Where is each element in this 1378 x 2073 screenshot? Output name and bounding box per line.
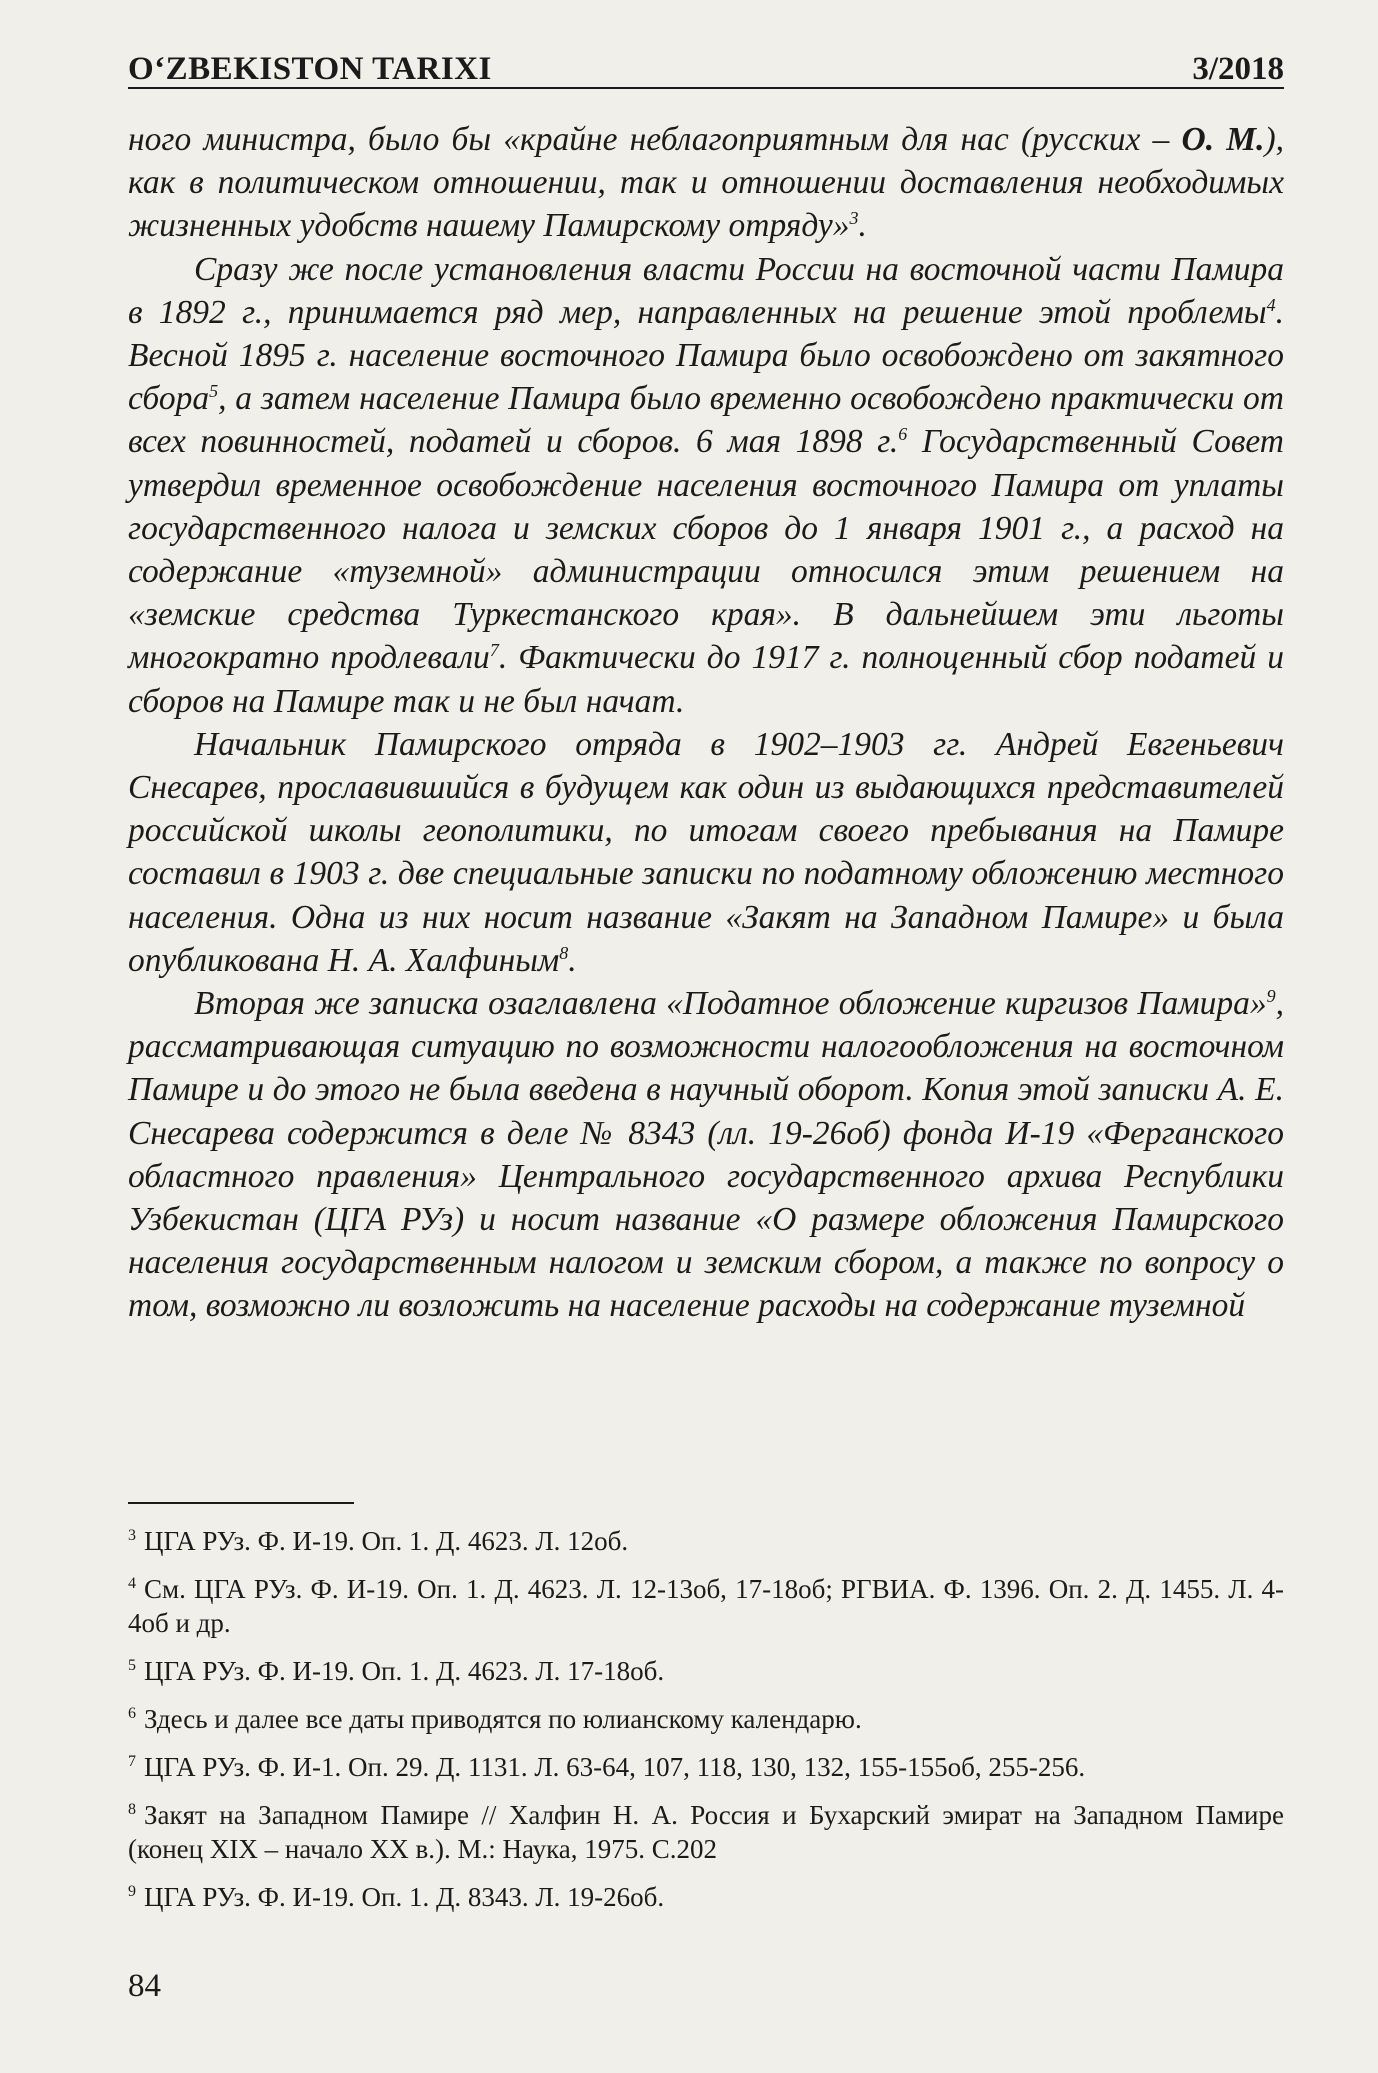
footnote-7: $^7$ ЦГА РУз. Ф. И-1. Оп. 29. Д. 1131. Л. 63-64, 107, 118, 130, 132, 155-155об, 255-256. xyxy=(128,1752,1086,1782)
footnote-ref-7[interactable]: 7 xyxy=(489,640,499,661)
footnote-ref-4[interactable]: 4 xyxy=(1266,294,1276,315)
paragraph-4: Вторая же записка озаглавлена «Податное обложение киргизов Памира»$^9$, рассматривающая ситуацию по возможности налогообложения на восточном Памире и до этого не была введена в научный оборот. Копия этой записки А. Е. Снесарева содержится в деле № 8343 (лл. 19-26об) фонда И-19 «Ферганского областного правления» Центрального государственного архива Республики Узбекистан (ЦГА РУз) и носит название «О размере обложения Памирского населения государственным налогом и земским сбором, а также по вопросу о том, возможно ли возложить на население расходы на содержание туземной xyxy=(128,985,1284,1325)
issue-number: 3/2018 xyxy=(1192,51,1284,87)
main-text xyxy=(128,118,1284,1328)
footnote-ref-8[interactable]: 8 xyxy=(559,942,569,963)
paragraph-3: Начальник Памирского отряда в 1902–1903 гг. Андрей Евгеньевич Снесарев, прославившийся в будущем как один из выдающихся представителей российской школы геополитики, по итогам своего пребывания на Памире составил в 1903 г. две специальные записки по податному обложению местного населения. Одна из них носит название «Закят на Западном Памире» и была опубликована Н. А. Халфиным$^8$. xyxy=(128,725,1284,979)
paragraph-1: ного министра, было бы «крайне неблагоприятным для нас (русских – О. М.), как в политическом отношении, так и отношении доставления необходимых жизненных удобств нашему Памирскому отряду»$^3$. xyxy=(128,121,1284,245)
footnote-ref-9[interactable]: 9 xyxy=(1266,985,1276,1006)
footnote-ref-6[interactable]: 6 xyxy=(898,424,908,445)
journal-title: O‘ZBEKISTON TARIXI xyxy=(128,51,492,87)
footnote-3: $^3$ ЦГА РУз. Ф. И-19. Оп. 1. Д. 4623. Л. 12об. xyxy=(128,1526,629,1556)
paragraph-2: Сразу же после установления власти России на восточной части Памира в 1892 г., принимается ряд мер, направленных на решение этой проблемы$^4$. Весной 1895 г. население восточного Памира было освобождено от закятного сбора$^5$, а затем население Памира было временно освобождено практически от всех повинностей, податей и сборов. 6 мая 1898 г.$^6$ Государственный Совет утвердил временное освобождение населения восточного Памира от уплаты государственного налога и земских сборов до 1 января 1901 г., а расход на содержание «туземной» администрации относился этим решением на «земские средства Туркестанского края». В дальнейшем эти льготы многократно продлевали$^7$. Фактически до 1917 г. полноценный сбор податей и сборов на Памире так и не был начат. xyxy=(128,250,1284,720)
author-initials: О. М. xyxy=(1181,121,1265,158)
footnote-5: $^5$ ЦГА РУз. Ф. И-19. Оп. 1. Д. 4623. Л. 17-18об. xyxy=(128,1656,665,1686)
footnote-6: $^6$ Здесь и далее все даты приводятся по юлианскому календарю. xyxy=(128,1704,862,1734)
footnote-ref-3[interactable]: 3 xyxy=(849,208,859,229)
running-header xyxy=(128,40,1284,86)
footnote-8: $^8$ Закят на Западном Памире // Халфин Н. А. Россия и Бухарский эмират на Западном Памире (конец XIX – начало XX в.). М.: Наука, 1975. С.202 xyxy=(128,1800,1284,1864)
footnote-ref-5[interactable]: 5 xyxy=(209,381,219,402)
footnote-9: $^9$ ЦГА РУз. Ф. И-19. Оп. 1. Д. 8343. Л. 19-26об. xyxy=(128,1882,665,1912)
footnote-separator xyxy=(128,1502,354,1504)
page-number: 84 xyxy=(128,1968,161,2004)
footnotes xyxy=(128,1524,1284,1928)
footnote-4: $^4$ См. ЦГА РУз. Ф. И-19. Оп. 1. Д. 4623. Л. 12-13об, 17-18об; РГВИА. Ф. 1396. Оп. 2. Д. 1455. Л. 4-4об и др. xyxy=(128,1574,1284,1638)
header-rule xyxy=(128,87,1284,89)
